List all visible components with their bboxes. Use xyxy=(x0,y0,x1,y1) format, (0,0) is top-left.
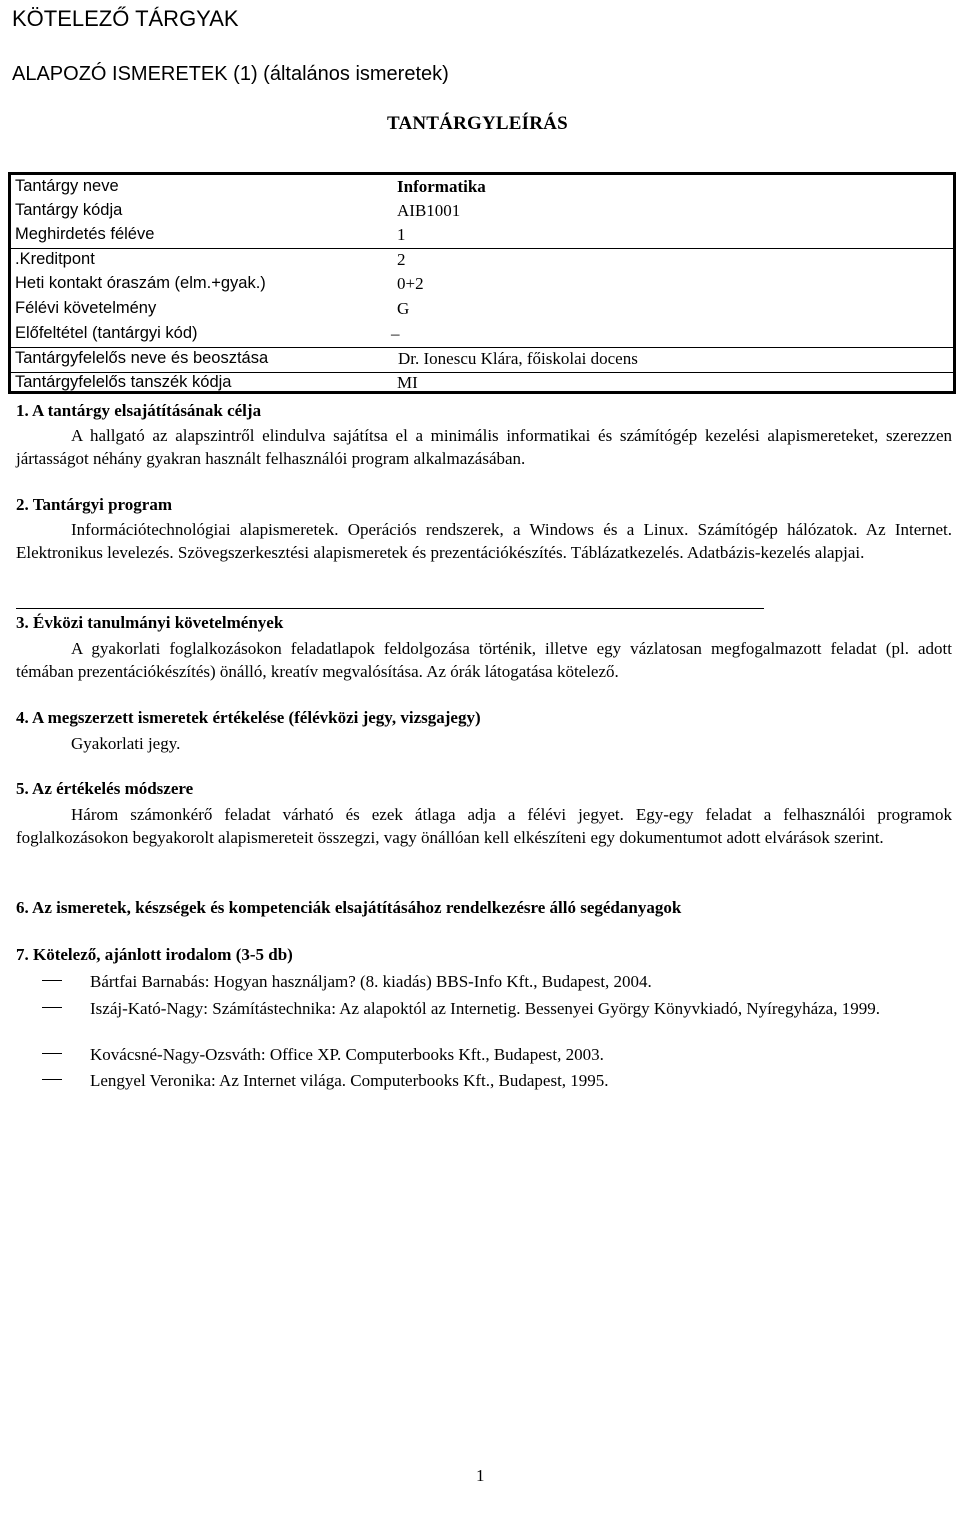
info-row-course-name xyxy=(11,177,953,201)
info-row-requirement xyxy=(11,299,953,323)
section-4-heading: 4. A megszerzett ismeretek értékelése (félévközi jegy, vizsgajegy) xyxy=(16,708,481,727)
info-row-responsible xyxy=(11,349,953,373)
info-row-prerequisite xyxy=(11,324,953,348)
section-7-heading: 7. Kötelező, ajánlott irodalom (3-5 db) xyxy=(16,945,293,964)
section-1-text xyxy=(16,424,952,470)
document-title: TANTÁRGYLEÍRÁS xyxy=(387,113,568,134)
section-2-body: Információtechnológiai alapismeretek. Operációs rendszerek, a Windows és a Linux. Számítógép hálózatok. Az Internet. Elektronikus levelezés. Szövegszerkesztési alapismeretek és prezentációkészítés. Táblázatkezelés. Adatbázis-kezelés alapjai. xyxy=(16,520,952,562)
section-3-text xyxy=(16,637,952,683)
info-label: Tantárgy neve xyxy=(15,177,119,195)
info-label: Heti kontakt óraszám (elm.+gyak.) xyxy=(15,274,266,292)
info-value: MI xyxy=(397,373,418,392)
page-title: KÖTELEZŐ TÁRGYAK xyxy=(12,6,239,31)
info-row-semester xyxy=(11,225,953,249)
reference-text: Kovácsné-Nagy-Ozsváth: Office XP. Computerbooks Kft., Budapest, 2003. xyxy=(90,1045,604,1064)
section-2-text xyxy=(16,518,952,564)
page-number: 1 xyxy=(476,1466,485,1485)
info-label: .Kreditpont xyxy=(15,250,95,268)
info-row-credits xyxy=(11,250,953,274)
info-label: Félévi követelmény xyxy=(15,299,157,317)
info-row-course-code xyxy=(11,201,953,225)
page-subtitle: ALAPOZÓ ISMERETEK (1) (általános ismeretek) xyxy=(12,63,449,85)
dash-bullet-icon xyxy=(42,1079,62,1080)
info-value: AIB1001 xyxy=(397,201,461,220)
info-value: 0+2 xyxy=(397,274,424,293)
section-5-body: Három számonkérő feladat várható és ezek átlaga adja a félévi jegyet. Egy-egy feladat a felhasználói programok foglalkozásokon begyakorolt alapismereteit összegzi, vagy önállóan kell elkészíteni egy dokumentumot adott elvárások szerint. xyxy=(16,805,952,847)
section-4-text xyxy=(16,732,952,755)
section-6-heading: 6. Az ismeretek, készségek és kompetenciák elsajátításához rendelkezésre álló segédanyagok xyxy=(16,898,682,917)
dash-bullet-icon xyxy=(42,1007,62,1008)
dash-bullet-icon xyxy=(42,980,62,981)
section-4-body: Gyakorlati jegy. xyxy=(71,734,181,753)
info-label: Tantárgy kódja xyxy=(15,201,123,219)
section-1-heading: 1. A tantárgy elsajátításának célja xyxy=(16,401,262,420)
reference-text: Bártfai Barnabás: Hogyan használjam? (8. kiadás) BBS-Info Kft., Budapest, 2004. xyxy=(90,972,652,991)
info-value: 2 xyxy=(397,250,406,269)
table-row-divider xyxy=(11,347,953,348)
reference-text: Lengyel Veronika: Az Internet világa. Computerbooks Kft., Budapest, 1995. xyxy=(90,1071,609,1090)
info-value: Informatika xyxy=(397,177,486,196)
info-label: Előfeltétel (tantárgyi kód) xyxy=(15,324,198,342)
info-value: G xyxy=(397,299,410,318)
info-label: Tantárgyfelelős tanszék kódja xyxy=(15,373,232,391)
info-label: Meghirdetés féléve xyxy=(15,225,155,243)
info-value: Dr. Ionescu Klára, főiskolai docens xyxy=(398,349,638,368)
reference-text: Iszáj-Kató-Nagy: Számítástechnika: Az alapoktól az Internetig. Bessenyei György Könyvkiadó, Nyíregyháza, 1999. xyxy=(90,999,880,1018)
info-row-weekly-hours xyxy=(11,274,953,298)
separator-line xyxy=(16,608,764,609)
info-value: – xyxy=(391,324,400,343)
course-info-table xyxy=(8,172,956,394)
section-3-heading: 3. Évközi tanulmányi követelmények xyxy=(16,613,284,632)
section-1-body: A hallgató az alapszintről elindulva sajátítsa el a minimális informatikai és számítógép kezelési alapismereteket, szerezzen jártasságot néhány gyakran használt felhasználói program alkalmazásában. xyxy=(16,426,952,468)
section-2-heading: 2. Tantárgyi program xyxy=(16,495,173,514)
section-3-body: A gyakorlati foglalkozásokon feladatlapok feldolgozása történik, illetve egy vázlatosan megfogalmazott feladat (pl. adott témában prezentációkészítés) önálló, kreatív megvalósítása. Az órák látogatása kötelező. xyxy=(16,639,952,681)
section-5-heading: 5. Az értékelés módszere xyxy=(16,779,194,798)
section-5-text xyxy=(16,803,952,849)
info-row-department xyxy=(11,373,953,397)
info-value: 1 xyxy=(397,225,406,244)
dash-bullet-icon xyxy=(42,1053,62,1054)
info-label: Tantárgyfelelős neve és beosztása xyxy=(15,349,269,367)
table-row-divider xyxy=(11,248,953,249)
